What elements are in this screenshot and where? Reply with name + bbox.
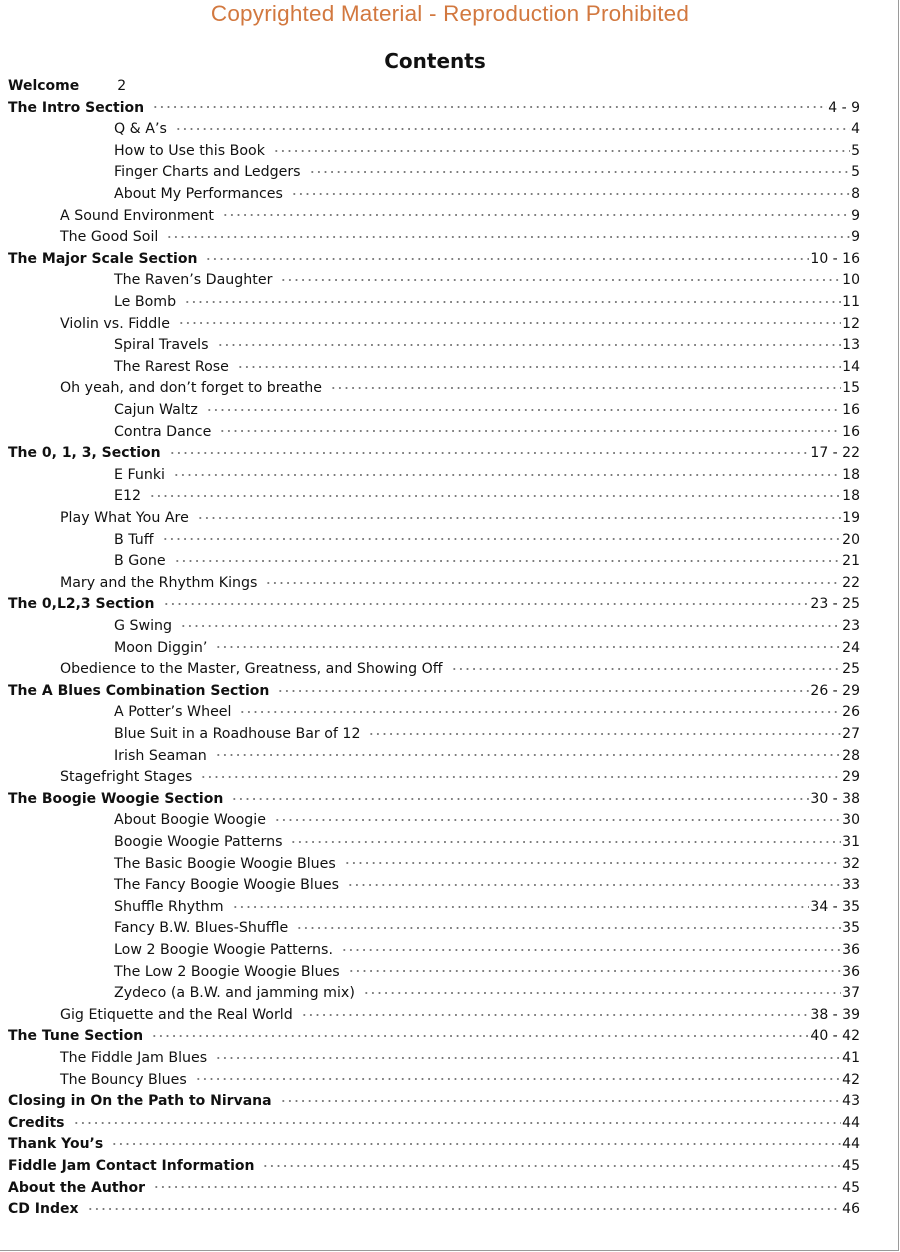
toc-entry-page: 2: [117, 78, 127, 94]
toc-entry-page: 5: [851, 164, 860, 181]
toc-entry-label: The Rarest Rose: [114, 358, 229, 375]
toc-entry-page: 17 - 22: [810, 445, 860, 462]
toc-entry-label: The Tune Section: [8, 1028, 144, 1045]
toc-entry-page: 38 - 39: [810, 1006, 860, 1023]
toc-entry-label: Welcome: [8, 78, 80, 94]
toc-entry-page: 13: [842, 337, 860, 354]
dot-leader: [184, 299, 841, 305]
toc-entry-label: About the Author: [8, 1179, 146, 1196]
toc-entry: [8, 249, 860, 271]
toc-entry-label: Boogie Woogie Patterns: [114, 834, 283, 850]
toc-entry: [8, 1091, 860, 1113]
dot-leader: [206, 407, 841, 413]
toc-entry-page: 18: [842, 488, 860, 505]
toc-entry-label: B Tuff: [114, 531, 154, 548]
dot-leader: [180, 623, 841, 629]
dot-leader: [274, 817, 841, 823]
toc-entry: [114, 875, 860, 897]
toc-entry-label: Thank You’s: [8, 1136, 104, 1153]
toc-entry-label: Shuffle Rhythm: [114, 898, 224, 915]
dot-leader: [280, 277, 841, 283]
toc-entry: [114, 162, 860, 184]
toc-entry-label: A Potter’s Wheel: [114, 704, 232, 721]
toc-entry: [114, 119, 860, 141]
toc-entry-label: Fancy B.W. Blues-Shuffle: [114, 920, 289, 937]
dot-leader: [262, 1163, 841, 1169]
toc-entry: [60, 314, 860, 336]
toc-entry-page: 9: [851, 229, 860, 246]
toc-entry-page: 8: [851, 186, 860, 202]
toc-entry-label: The Raven’s Daughter: [114, 272, 273, 289]
dot-leader: [151, 1033, 809, 1039]
toc-entry: [60, 1005, 860, 1027]
toc-entry-label: Gig Etiquette and the Real World: [60, 1006, 293, 1023]
dot-leader: [347, 882, 841, 888]
toc-entry: [114, 400, 860, 422]
toc-entry-label: The Boogie Woogie Section: [8, 790, 224, 807]
toc-entry: [8, 681, 860, 703]
toc-entry-label: E12: [114, 488, 142, 505]
toc-entry-page: 32: [842, 855, 860, 872]
dot-leader: [296, 925, 841, 931]
toc-entry-label: The Bouncy Blues: [60, 1071, 187, 1088]
toc-entry-label: B Gone: [114, 553, 166, 570]
toc-entry-page: 9: [851, 207, 860, 224]
toc-entry-page: 36: [842, 942, 860, 958]
toc-entry: [114, 962, 860, 984]
toc-entry: [114, 702, 860, 724]
toc-entry-label: Low 2 Boogie Woogie Patterns.: [114, 942, 333, 958]
toc-entry: [114, 724, 860, 746]
toc-entry: [8, 1134, 860, 1156]
dot-leader: [219, 428, 841, 434]
toc-entry: [114, 422, 860, 444]
toc-entry-page: 26: [842, 704, 860, 721]
dot-leader: [149, 493, 841, 499]
toc-entry-page: 33: [842, 877, 860, 894]
toc-entry-page: 45: [842, 1158, 860, 1174]
toc-entry-label: About Boogie Woogie: [114, 812, 266, 829]
toc-entry: [60, 659, 860, 681]
dot-leader: [178, 320, 841, 326]
dot-leader: [237, 364, 841, 370]
toc-entry-page: 18: [842, 466, 860, 483]
toc-entry-page: 16: [842, 402, 860, 418]
dot-leader: [173, 472, 841, 478]
toc-entry-page: 20: [842, 531, 860, 548]
dot-leader: [290, 839, 841, 845]
dot-leader: [215, 752, 841, 758]
toc-entry-page: 19: [842, 510, 860, 526]
dot-leader: [368, 731, 841, 737]
toc-entry: [114, 616, 860, 638]
dot-leader: [73, 1120, 842, 1126]
dot-leader: [309, 169, 851, 175]
toc-entry-label: Closing in On the Path to Nirvana: [8, 1093, 272, 1110]
dot-leader: [197, 515, 841, 521]
dot-leader: [215, 644, 841, 650]
dot-leader: [301, 1012, 810, 1018]
dot-leader: [273, 148, 850, 154]
toc-entry-page: 37: [842, 985, 860, 1002]
toc-entry-label: Le Bomb: [114, 294, 177, 310]
toc-entry-page: 5: [851, 142, 860, 159]
toc-entry-label: Irish Seaman: [114, 747, 207, 764]
toc-entry-label: Play What You Are: [60, 510, 189, 526]
toc-entry-page: 16: [842, 423, 860, 440]
toc-entry-page: 41: [842, 1050, 860, 1066]
toc-entry-label: The Basic Boogie Woogie Blues: [114, 855, 336, 872]
dot-leader: [152, 104, 827, 110]
toc-entry: [8, 98, 860, 120]
dot-leader: [330, 385, 841, 391]
dot-leader: [291, 191, 850, 197]
toc-entry-label: Blue Suit in a Roadhouse Bar of 12: [114, 726, 361, 742]
toc-entry-page: 22: [842, 574, 860, 591]
toc-entry: [114, 270, 860, 292]
toc-entry-label: Stagefright Stages: [60, 769, 193, 786]
toc-entry: [114, 810, 860, 832]
toc-entry: [8, 1178, 860, 1200]
toc-entry: [60, 227, 860, 249]
toc-entry-welcome: [8, 76, 308, 98]
toc-entry: [8, 789, 860, 811]
toc-entry-page: 15: [842, 380, 860, 397]
dot-leader: [265, 580, 841, 586]
toc-entry: [114, 897, 860, 919]
toc-entry-label: The Intro Section: [8, 99, 145, 116]
toc-entry-page: 36: [842, 963, 860, 980]
toc-entry-label: Finger Charts and Ledgers: [114, 164, 301, 181]
dot-leader: [163, 601, 810, 607]
toc-entry-label: The 0, 1, 3, Section: [8, 445, 161, 462]
toc-entry-label: G Swing: [114, 618, 173, 634]
dot-leader: [195, 1076, 841, 1082]
dot-leader: [111, 1141, 841, 1147]
toc-entry-page: 4 - 9: [828, 99, 860, 116]
toc-entry: [114, 465, 860, 487]
toc-entry: [114, 486, 860, 508]
dot-leader: [166, 234, 850, 240]
toc-entry-label: Moon Diggin’: [114, 639, 208, 656]
toc-entry-page: 4: [851, 121, 860, 138]
toc-entry: [60, 1048, 860, 1070]
toc-entry: [114, 530, 860, 552]
toc-entry: [114, 335, 860, 357]
toc-entry: [114, 940, 860, 962]
dot-leader: [231, 796, 809, 802]
toc-entry-page: 30 - 38: [810, 790, 860, 807]
toc-entry-label: Oh yeah, and don’t forget to breathe: [60, 380, 323, 397]
toc-entry-page: 25: [842, 661, 860, 678]
toc-entry: [60, 206, 860, 228]
toc-entry-page: 12: [842, 315, 860, 332]
toc-entry: [8, 1113, 860, 1135]
toc-entry-label: Fiddle Jam Contact Information: [8, 1158, 255, 1174]
toc-entry-page: 40 - 42: [810, 1028, 860, 1045]
toc-entry-label: Cajun Waltz: [114, 402, 198, 418]
toc-entry: [114, 551, 860, 573]
toc-entry-label: A Sound Environment: [60, 207, 214, 224]
toc-entry-page: 30: [842, 812, 860, 829]
toc-entry: [114, 983, 860, 1005]
copyright-watermark: Copyrighted Material - Reproduction Prohibited: [210, 1, 690, 26]
toc-entry-page: 27: [842, 726, 860, 742]
toc-entry-label: CD Index: [8, 1201, 79, 1218]
toc-entry-label: Violin vs. Fiddle: [60, 315, 170, 332]
toc-entry: [114, 746, 860, 768]
toc-entry-label: E Funki: [114, 466, 165, 483]
toc-entry-page: 23 - 25: [810, 596, 860, 613]
toc-entry-page: 44: [842, 1136, 860, 1153]
toc-entry-page: 26 - 29: [810, 682, 860, 699]
dot-leader: [277, 688, 809, 694]
dot-leader: [175, 126, 850, 132]
toc-entry-label: The Fancy Boogie Woogie Blues: [114, 877, 339, 894]
toc-entry: [114, 918, 860, 940]
dot-leader: [363, 990, 841, 996]
dot-leader: [239, 709, 841, 715]
toc-entry: [114, 141, 860, 163]
toc-entry: [114, 292, 860, 314]
toc-entry: [8, 1156, 860, 1178]
toc-entry-page: 24: [842, 639, 860, 656]
toc-entry-page: 35: [842, 920, 860, 937]
toc-entry-page: 29: [842, 769, 860, 786]
toc-entry: [8, 443, 860, 465]
toc-entry-label: The Major Scale Section: [8, 250, 198, 267]
toc-entry-page: 34 - 35: [810, 898, 860, 915]
toc-entry-page: 10: [842, 272, 860, 289]
toc-entry-label: The Fiddle Jam Blues: [60, 1050, 208, 1066]
toc-entry-label: Q & A’s: [114, 121, 167, 138]
toc-entry-page: 21: [842, 553, 860, 570]
toc-entry: [60, 767, 860, 789]
dot-leader: [169, 450, 810, 456]
dot-leader: [344, 860, 841, 866]
dot-leader: [280, 1098, 842, 1104]
toc-entry-label: The Low 2 Boogie Woogie Blues: [114, 963, 340, 980]
toc-entry: [8, 1199, 860, 1221]
toc-entry-label: How to Use this Book: [114, 142, 265, 159]
toc-entry-label: The Good Soil: [60, 229, 159, 246]
toc-entry-label: Contra Dance: [114, 423, 212, 440]
toc-entry-page: 46: [842, 1201, 860, 1218]
toc-entry-label: Credits: [8, 1114, 65, 1131]
toc-entry: [8, 594, 860, 616]
toc-entry-label: About My Performances: [114, 186, 283, 202]
toc-entry: [8, 1026, 860, 1048]
dot-leader: [205, 256, 809, 262]
dot-leader: [232, 904, 810, 910]
toc-entry-page: 28: [842, 747, 860, 764]
toc-entry: [114, 357, 860, 379]
toc-entry-page: 42: [842, 1071, 860, 1088]
toc-entry: [114, 184, 860, 206]
dot-leader: [451, 666, 842, 672]
toc-entry-label: Zydeco (a B.W. and jamming mix): [114, 985, 355, 1002]
toc-entry: [60, 378, 860, 400]
dot-leader: [222, 212, 850, 218]
toc-entry-label: Obedience to the Master, Greatness, and Showing Off: [60, 661, 443, 678]
dot-leader: [217, 342, 842, 348]
toc-entry-page: 45: [842, 1179, 860, 1196]
toc-entry-page: 44: [842, 1114, 860, 1131]
dot-leader: [348, 968, 841, 974]
toc-entry: [114, 832, 860, 854]
toc-entry-label: Spiral Travels: [114, 337, 209, 354]
toc-entry: [114, 638, 860, 660]
toc-entry-page: 43: [842, 1093, 860, 1110]
toc-entry-page: 14: [842, 358, 860, 375]
dot-leader: [174, 558, 842, 564]
page-title: Contents: [384, 49, 486, 73]
toc-entry: [114, 854, 860, 876]
toc-entry-label: The 0,L2,3 Section: [8, 596, 155, 613]
dot-leader: [215, 1055, 841, 1061]
dot-leader: [200, 774, 841, 780]
toc-entry: [60, 1070, 860, 1092]
dot-leader: [153, 1184, 841, 1190]
toc-entry-label: The A Blues Combination Section: [8, 682, 270, 699]
dot-leader: [162, 536, 842, 542]
toc-entry: [60, 508, 860, 530]
dot-leader: [87, 1206, 842, 1212]
toc-entry-page: 11: [842, 294, 860, 310]
toc-entry-page: 23: [842, 618, 860, 634]
toc-entry-label: Mary and the Rhythm Kings: [60, 574, 258, 591]
toc-entry-page: 10 - 16: [810, 250, 860, 267]
dot-leader: [341, 947, 841, 953]
toc-entry: [60, 573, 860, 595]
toc-entry-page: 31: [842, 834, 860, 850]
